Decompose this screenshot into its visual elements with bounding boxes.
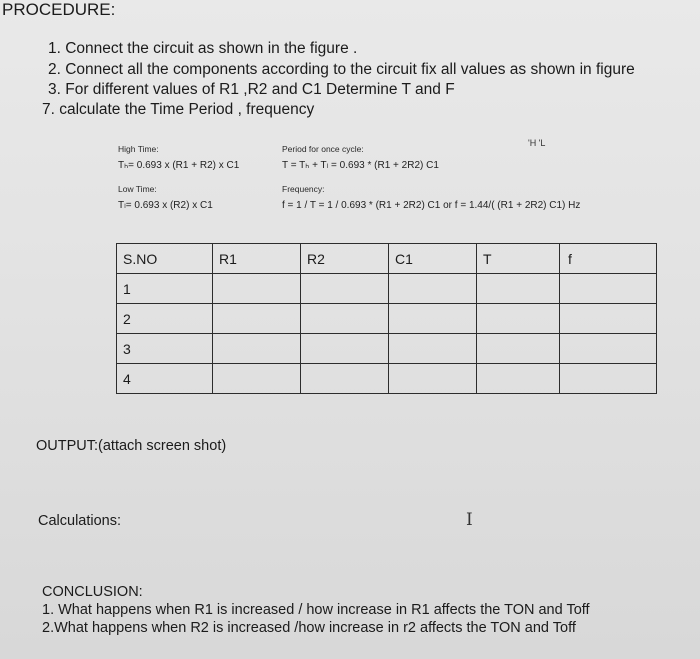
cell-r2[interactable] <box>301 304 389 334</box>
header-r2: R2 <box>301 244 389 274</box>
low-time-formula: Tₗ= 0.693 x (R2) x C1 <box>118 200 213 211</box>
cell-sno: 2 <box>117 304 213 334</box>
procedure-step-2: 2. Connect all the components according to the circuit fix all values as shown in figure <box>48 61 635 78</box>
cell-c1[interactable] <box>389 274 477 304</box>
period-label: Period for once cycle: <box>282 144 364 154</box>
cell-c1[interactable] <box>389 334 477 364</box>
table-row <box>117 304 657 334</box>
high-time-label: High Time: <box>118 144 159 154</box>
frequency-formula: f = 1 / T = 1 / 0.693 * (R1 + 2R2) C1 or f = 1.44/( (R1 + 2R2) C1) Hz <box>282 200 581 211</box>
low-time-label: Low Time: <box>118 184 157 194</box>
procedure-step-1: 1. Connect the circuit as shown in the figure . <box>48 40 358 57</box>
procedure-heading: PROCEDURE: <box>2 0 116 19</box>
procedure-step-7: 7. calculate the Time Period , frequency <box>42 101 315 118</box>
cell-f[interactable] <box>560 274 657 304</box>
cell-c1[interactable] <box>389 364 477 394</box>
table-row <box>117 334 657 364</box>
header-c1: C1 <box>389 244 477 274</box>
cell-sno: 3 <box>117 334 213 364</box>
cell-t[interactable] <box>477 364 560 394</box>
cell-r2[interactable] <box>301 334 389 364</box>
header-sno: S.NO <box>117 244 213 274</box>
text-cursor-icon: I <box>466 510 473 530</box>
conclusion-item-2: 2.What happens when R2 is increased /how increase in r2 affects the TON and Toff <box>42 620 576 636</box>
cell-r1[interactable] <box>213 304 301 334</box>
cell-t[interactable] <box>477 274 560 304</box>
procedure-step-3: 3. For different values of R1 ,R2 and C1 Determine T and F <box>48 81 455 98</box>
table-row <box>117 364 657 394</box>
header-f: f <box>560 244 657 274</box>
conclusion-title: CONCLUSION: <box>42 584 143 600</box>
cell-f[interactable] <box>560 364 657 394</box>
cell-f[interactable] <box>560 334 657 364</box>
header-t: T <box>477 244 560 274</box>
high-time-formula: Tₕ= 0.693 x (R1 + R2) x C1 <box>118 160 240 171</box>
cell-r2[interactable] <box>301 274 389 304</box>
table-row <box>117 274 657 304</box>
cell-t[interactable] <box>477 334 560 364</box>
frequency-label: Frequency: <box>282 184 325 194</box>
period-formula: T = Tₕ + Tₗ = 0.693 * (R1 + 2R2) C1 <box>282 160 439 171</box>
calculations-label: Calculations: <box>38 513 122 529</box>
cell-r1[interactable] <box>213 364 301 394</box>
cell-r1[interactable] <box>213 334 301 364</box>
cell-sno: 1 <box>117 274 213 304</box>
cell-r1[interactable] <box>213 274 301 304</box>
header-r1: R1 <box>213 244 301 274</box>
corner-marks: 'H 'L <box>528 138 546 148</box>
observation-table <box>116 243 657 394</box>
cell-r2[interactable] <box>301 364 389 394</box>
cell-t[interactable] <box>477 304 560 334</box>
output-label: OUTPUT:(attach screen shot) <box>36 438 227 454</box>
cell-sno: 4 <box>117 364 213 394</box>
cell-f[interactable] <box>560 304 657 334</box>
conclusion-item-1: 1. What happens when R1 is increased / how increase in R1 affects the TON and Toff <box>42 602 590 618</box>
table-header-row <box>117 244 657 274</box>
cell-c1[interactable] <box>389 304 477 334</box>
